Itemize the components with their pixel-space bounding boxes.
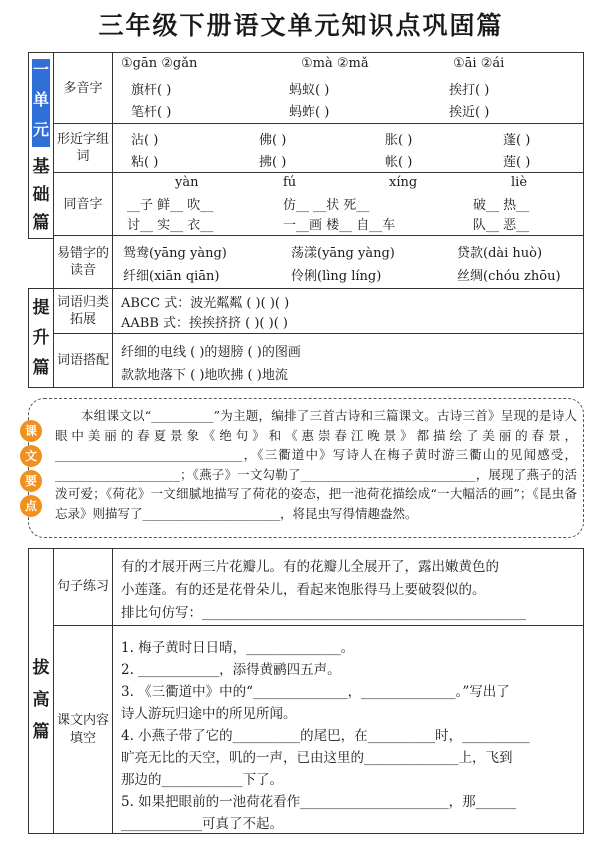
pinyin-header: ①gān ②gǎn <box>121 56 198 71</box>
improve-label-char: 篇 <box>32 358 50 378</box>
word-blank[interactable]: 帐( ) <box>385 155 413 170</box>
word-blank[interactable]: 拂( ) <box>259 155 287 170</box>
polyphone-label: 多音字 <box>53 52 113 124</box>
lesson-key-points-text[interactable]: 本组课文以“__________”为主题，编排了三首古诗和三篇课文。古诗三首》呈现的是诗人眼中美丽的春夏景象《绝句》和《惠崇春江晚景》都描绘了美丽的春景，______________________________，《三衢道中》写诗人在梅子黄时游三衢山的见闻感受，____________________；《燕子》一文勾勒了____________________________，展现了燕子的活泼可爱；《荷花》一文细腻地描写了荷花的姿态，把一池荷花描绘成“一大幅活的画”；《昆虫备忘录》则描写了______________________，将昆虫写得情趣盎然。 <box>55 408 577 521</box>
pinyin-header: ①mà ②mǎ <box>301 56 369 71</box>
parallel-sentence-blank[interactable]: 排比句仿写：________________________________________________ <box>121 605 526 621</box>
word-expand-line[interactable]: ABCC 式：波光粼粼 ( )( )( ) <box>121 296 290 311</box>
lesson-badge: 文 <box>20 445 42 467</box>
reading-cell <box>112 235 584 289</box>
word-blank[interactable]: 笔杆( ) <box>131 105 172 120</box>
basic-label <box>32 153 50 237</box>
fill-line[interactable]: 1. 梅子黄时日日晴，______________。 <box>121 640 355 656</box>
fill-line[interactable]: 那边的____________下了。 <box>121 772 283 788</box>
pinyin-header: ①āi ②ái <box>453 56 505 71</box>
advanced-label-char: 篇 <box>32 722 50 742</box>
fill-line[interactable]: 2. ____________，添得黄鹂四五声。 <box>121 662 341 678</box>
lesson-key-points-box <box>28 398 584 538</box>
collocation-cell <box>112 333 584 388</box>
collocation-line[interactable]: 纤细的电线 ( )的翅膀 ( )的图画 <box>121 345 301 360</box>
text-fill-label: 课文内容填空 <box>53 625 113 834</box>
reading-choice[interactable]: 鸳鸯(yāng yàng) <box>123 246 227 261</box>
collocation-line[interactable]: 款款地落下 ( )地吹拂 ( )地流 <box>121 368 288 383</box>
similar-char-cell <box>112 123 584 173</box>
page-title: 三年级下册语文单元知识点巩固篇 <box>98 11 504 40</box>
fill-line[interactable]: 4. 小燕子带了它的__________的尾巴，在__________时，__________ <box>121 728 530 744</box>
lesson-badge: 课 <box>20 420 42 442</box>
homophone-blanks[interactable]: 破__ 热__ <box>473 198 530 213</box>
word-blank[interactable]: 佛( ) <box>259 133 287 148</box>
word-blank[interactable]: 挨打( ) <box>449 83 490 98</box>
fill-line[interactable]: 5. 如果把眼前的一池荷花看作______________________，那______ <box>121 794 517 810</box>
unit-tag-char: 单 <box>32 90 49 109</box>
word-blank[interactable]: 蓬( ) <box>503 133 531 148</box>
reading-choice[interactable]: 贷款(dài huò) <box>457 246 543 261</box>
advanced-label-char: 拔 <box>32 658 50 678</box>
word-blank[interactable]: 粘( ) <box>131 155 159 170</box>
word-blank[interactable]: 胀( ) <box>385 133 413 148</box>
homophone-blanks[interactable]: 讨__ 实__ 衣__ <box>127 218 214 233</box>
word-blank[interactable]: 沾( ) <box>131 133 159 148</box>
pinyin-header: fú <box>283 175 297 190</box>
reading-label: 易错字的读音 <box>53 235 113 289</box>
word-blank[interactable]: 蚂蚱( ) <box>289 105 330 120</box>
fill-line[interactable]: ____________可真了不起。 <box>121 816 283 832</box>
section-advanced-label <box>28 548 54 834</box>
advanced-label-char: 高 <box>32 690 50 710</box>
pinyin-header: yàn <box>175 175 199 190</box>
homophone-blanks[interactable]: 仿__ __状 死__ <box>283 198 370 213</box>
sentence-line: 小莲蓬。有的还是花骨朵儿，看起来饱胀得马上要破裂似的。 <box>121 582 486 598</box>
fill-line: 诗人游玩归途中的所见所闻。 <box>121 706 297 722</box>
sentence-practice-cell <box>112 548 584 626</box>
word-blank[interactable]: 挨近( ) <box>449 105 490 120</box>
fill-line[interactable]: 3. 《三衢道中》中的“______________，______________。”写出了 <box>121 684 510 700</box>
word-blank[interactable]: 莲( ) <box>503 155 531 170</box>
improve-label-char: 提 <box>32 298 50 318</box>
improve-label-char: 升 <box>32 328 50 348</box>
homophone-label: 同音字 <box>53 172 113 236</box>
homophone-blanks[interactable]: __子 鲜__ 吹__ <box>127 198 214 213</box>
basic-label-char: 篇 <box>32 213 50 233</box>
basic-label-char: 基 <box>32 157 50 177</box>
collocation-label: 词语搭配 <box>53 333 113 388</box>
fill-line[interactable]: 旷亮无比的天空，叽的一声，已由这里的______________上，飞到 <box>121 750 513 766</box>
unit-tag <box>32 59 50 147</box>
word-expand-label: 词语归类拓展 <box>53 288 113 334</box>
reading-choice[interactable]: 伶俐(lìng líng) <box>291 269 382 284</box>
polyphone-cell <box>112 52 584 124</box>
sentence-line: 有的才展开两三片花瓣儿。有的花瓣儿全展开了，露出嫩黄色的 <box>121 559 499 575</box>
sentence-practice-label: 句子练习 <box>53 548 113 626</box>
homophone-cell <box>112 172 584 236</box>
word-blank[interactable]: 旗杆( ) <box>131 83 172 98</box>
section-basic-label <box>28 52 54 239</box>
basic-label-char: 础 <box>32 185 50 205</box>
homophone-blanks[interactable]: 一__画 楼__ 自__车 <box>283 218 396 233</box>
reading-choice[interactable]: 荡漾(yāng yàng) <box>291 246 395 261</box>
unit-tag-char: 元 <box>32 120 49 139</box>
section-improve-label <box>28 288 54 388</box>
pinyin-header: xíng <box>389 175 418 190</box>
pinyin-header: liè <box>511 175 528 190</box>
word-expand-cell <box>112 288 584 334</box>
reading-choice[interactable]: 丝绸(chóu zhōu) <box>457 269 561 284</box>
text-fill-cell <box>112 625 584 834</box>
word-blank[interactable]: 蚂蚁( ) <box>289 83 330 98</box>
lesson-badge: 点 <box>20 495 42 517</box>
unit-tag-char: 一 <box>32 60 49 79</box>
lesson-badge: 要 <box>20 470 42 492</box>
homophone-blanks[interactable]: 队__ 恶__ <box>473 218 530 233</box>
similar-char-label: 形近字组词 <box>53 123 113 173</box>
reading-choice[interactable]: 纤细(xiān qiān) <box>123 269 220 284</box>
word-expand-line[interactable]: AABB 式：挨挨挤挤 ( )( )( ) <box>121 316 288 331</box>
